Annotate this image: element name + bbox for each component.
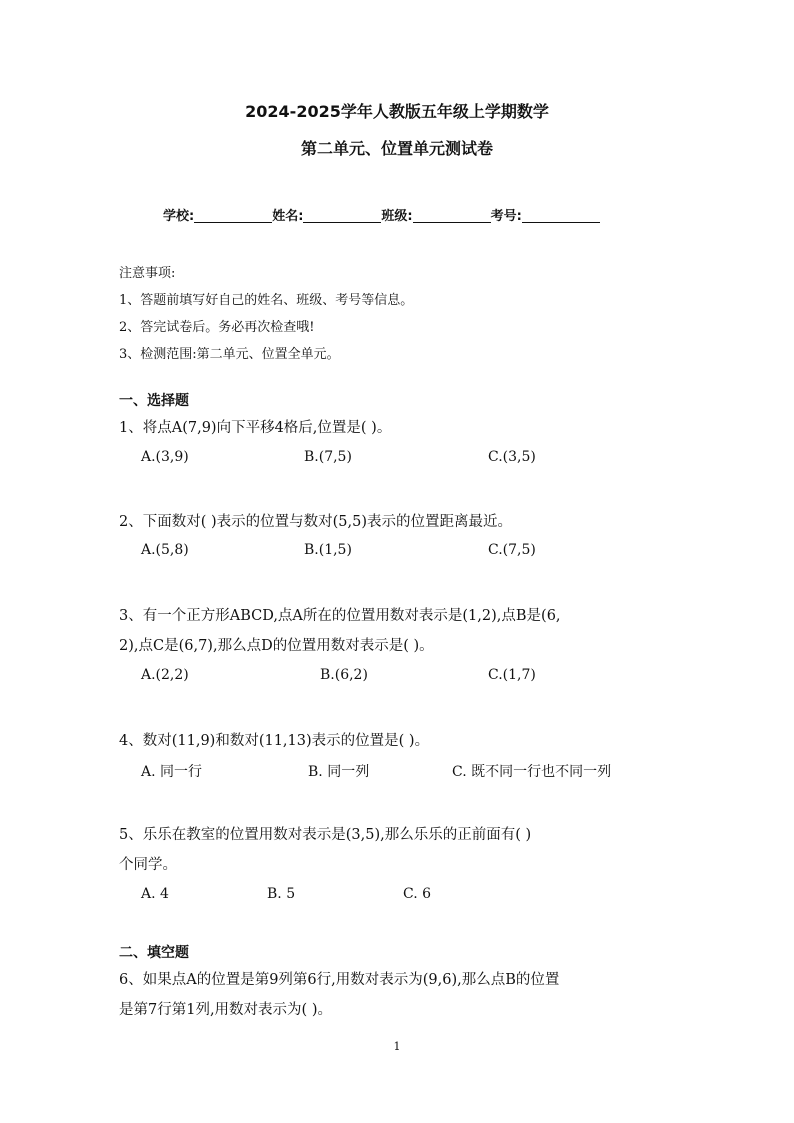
- question-3-option-c[interactable]: C.(1,7): [488, 667, 536, 683]
- question-6-text-line1: 6、如果点A的位置是第9列第6行,用数对表示为(9,6),那么点B的位置: [119, 972, 560, 988]
- question-5-option-b[interactable]: B. 5: [267, 886, 296, 902]
- question-1-option-c[interactable]: C.(3,5): [488, 449, 536, 465]
- name-label: 姓名:: [272, 209, 304, 224]
- question-1-text: 1、将点A(7,9)向下平移4格后,位置是( )。: [119, 420, 392, 436]
- question-4-option-a[interactable]: A. 同一行: [141, 764, 203, 780]
- note-item: 1、答题前填写好自己的姓名、班级、考号等信息。: [119, 293, 414, 308]
- question-3-text-line2: 2),点C是(6,7),那么点D的位置用数对表示是( )。: [119, 638, 434, 654]
- exam-no-label: 考号:: [490, 209, 522, 224]
- page-number: 1: [393, 1040, 401, 1053]
- school-blank[interactable]: [194, 208, 272, 223]
- name-blank[interactable]: [303, 208, 381, 223]
- question-5-option-a[interactable]: A. 4: [141, 886, 169, 902]
- question-4-text: 4、数对(11,9)和数对(11,13)表示的位置是( )。: [119, 733, 430, 749]
- section-heading-fill-blank: 二、填空题: [119, 945, 189, 961]
- note-item: 3、检测范围:第二单元、位置全单元。: [119, 347, 340, 362]
- page-subtitle: 第二单元、位置单元测试卷: [300, 139, 493, 158]
- class-blank[interactable]: [413, 208, 491, 223]
- question-2-text: 2、下面数对( )表示的位置与数对(5,5)表示的位置距离最近。: [119, 514, 513, 530]
- page-title: 2024-2025学年人教版五年级上学期数学: [245, 102, 549, 121]
- question-3-option-b[interactable]: B.(6,2): [320, 667, 368, 683]
- question-5-text-line1: 5、乐乐在教室的位置用数对表示是(3,5),那么乐乐的正前面有( ): [119, 827, 532, 843]
- question-1-option-b[interactable]: B.(7,5): [304, 449, 352, 465]
- question-1-option-a[interactable]: A.(3,9): [141, 449, 189, 465]
- notes-heading: 注意事项:: [119, 266, 176, 281]
- section-heading-choice: 一、选择题: [119, 393, 189, 409]
- question-3-text-line1: 3、有一个正方形ABCD,点A所在的位置用数对表示是(1,2),点B是(6,: [119, 608, 561, 624]
- question-3-option-a[interactable]: A.(2,2): [141, 667, 189, 683]
- student-info-line: [163, 205, 600, 224]
- class-label: 班级:: [381, 209, 413, 224]
- school-label: 学校:: [163, 209, 195, 224]
- question-4-option-c[interactable]: C. 既不同一行也不同一列: [452, 764, 612, 780]
- exam-no-blank[interactable]: [522, 208, 600, 223]
- question-5-text-line2: 个同学。: [119, 857, 177, 873]
- question-2-option-a[interactable]: A.(5,8): [141, 542, 189, 558]
- question-2-option-b[interactable]: B.(1,5): [304, 542, 352, 558]
- note-item: 2、答完试卷后。务必再次检查哦!: [119, 320, 315, 335]
- question-6-text-line2: 是第7行第1列,用数对表示为( )。: [119, 1002, 332, 1018]
- question-2-option-c[interactable]: C.(7,5): [488, 542, 536, 558]
- question-4-option-b[interactable]: B. 同一列: [308, 764, 370, 780]
- question-5-option-c[interactable]: C. 6: [403, 886, 432, 902]
